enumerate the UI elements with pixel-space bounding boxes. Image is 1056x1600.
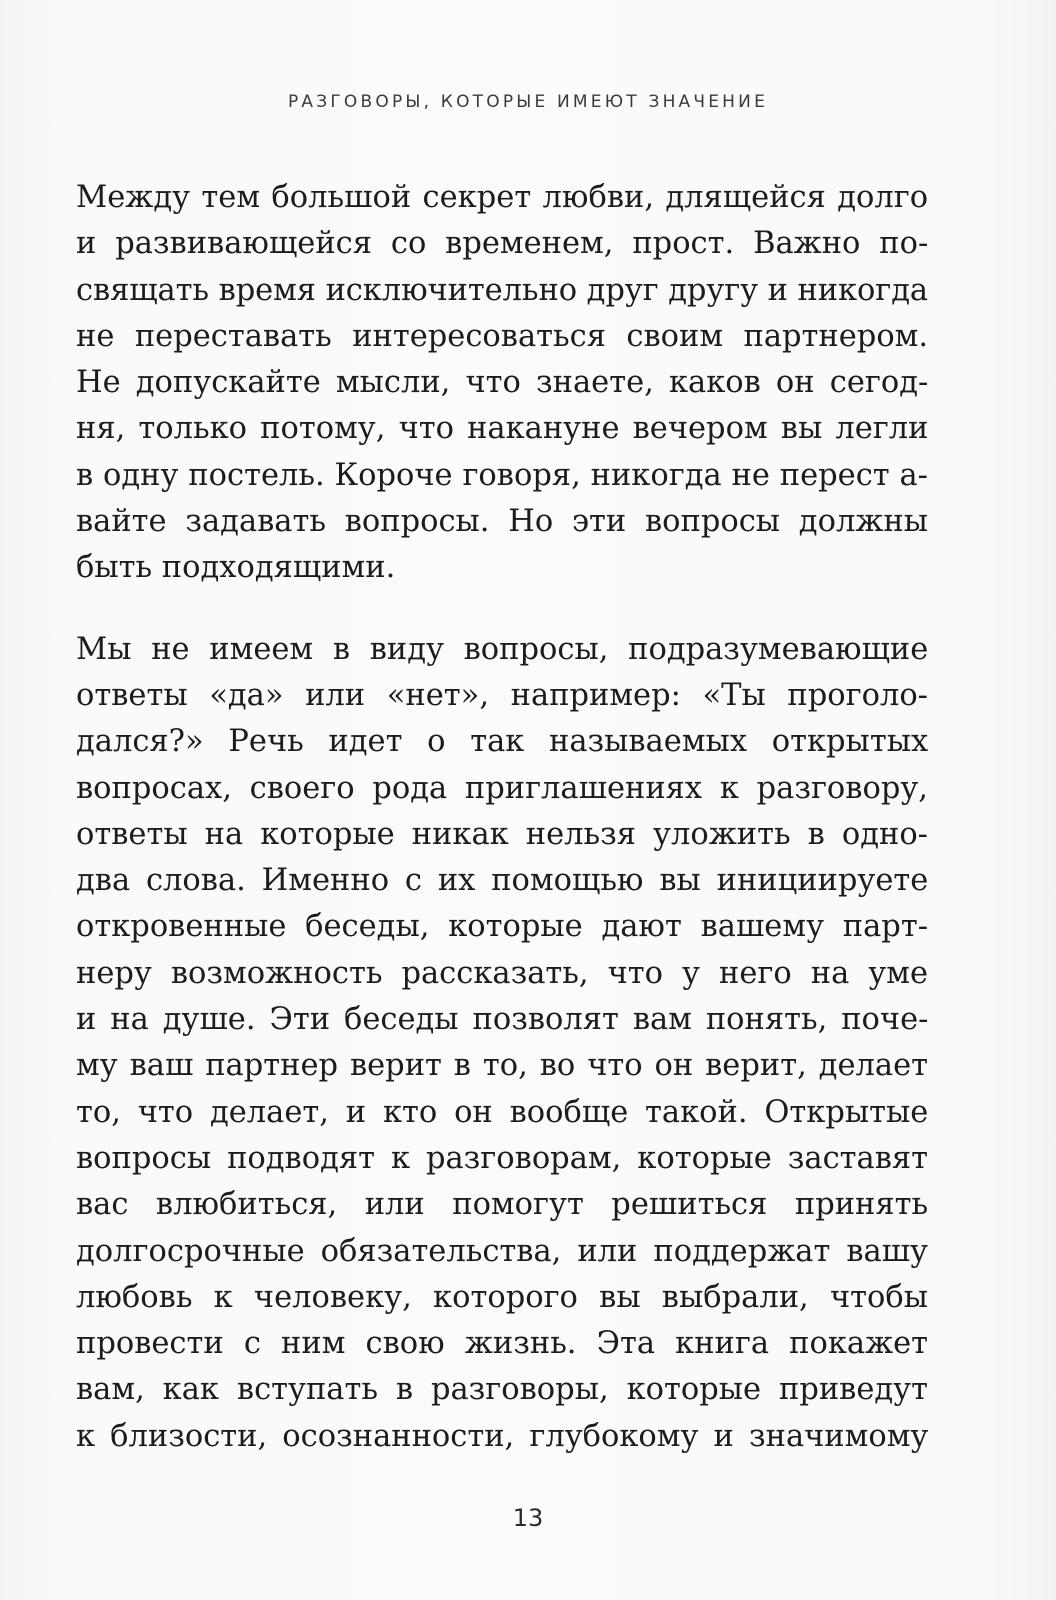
text-line: любовь к человеку, которого вы выбрали, чтобы [76, 1279, 928, 1315]
paragraph-2 [76, 627, 928, 1460]
text-line: ответы «да» или «нет», например: «Ты проголо- [76, 677, 928, 713]
text-line: к близости, осознанности, глубокому и значимому [76, 1418, 928, 1454]
paragraph-gap [76, 592, 928, 627]
text-line: и на душе. Эти беседы позволят вам понять, поче- [76, 1002, 928, 1038]
text-line: то, что делает, и кто он вообще такой. Открытые [76, 1094, 928, 1130]
text-line: и развивающейся со временем, прост. Важно по- [76, 226, 928, 262]
text-line: в одну постель. Короче говоря, никогда не перест а- [76, 457, 928, 493]
text-line: два слова. Именно с их помощью вы инициируете [76, 863, 928, 899]
text-line: Мы не имеем в виду вопросы, подразумевающие [76, 631, 928, 667]
running-header: РАЗГОВОРЫ, КОТОРЫЕ ИМЕЮТ ЗНАЧЕНИЕ [287, 92, 769, 112]
text-line: вас влюбиться, или помогут решиться принять [76, 1187, 928, 1223]
text-line: вайте задавать вопросы. Но эти вопросы должны [76, 504, 928, 540]
page-number: 13 [512, 1504, 544, 1532]
text-line: откровенные беседы, которые дают вашему парт- [76, 909, 928, 945]
text-line: дался?» Речь идет о так называемых открытых [76, 724, 928, 760]
text-line: свящать время исключительно друг другу и никогда [76, 272, 928, 308]
text-line: ответы на которые никак нельзя уложить в одно- [76, 816, 928, 852]
text-line: му ваш партнер верит в то, во что он верит, делает [76, 1048, 928, 1084]
text-line: вопросы подводят к разговорам, которые заставят [76, 1140, 928, 1176]
paragraph-1 [76, 175, 928, 592]
text-line: быть подходящими. [76, 550, 396, 586]
text-line: ня, только потому, что накануне вечером вы легли [76, 411, 928, 447]
body-text [76, 175, 928, 1460]
text-line: неру возможность рассказать, что у него на уме [76, 955, 928, 991]
text-line: Не допускайте мысли, что знаете, каков он сегод- [76, 365, 928, 401]
text-line: Между тем большой секрет любви, длящейся долго [76, 180, 928, 215]
text-line: не переставать интересоваться своим партнером. [76, 318, 928, 354]
text-line: провести с ним свою жизнь. Эта книга покажет [76, 1326, 928, 1362]
text-line: вам, как вступать в разговоры, которые приведут [76, 1372, 928, 1408]
text-line: долгосрочные обязательства, или поддержат вашу [76, 1233, 928, 1269]
text-line: вопросах, своего рода приглашениях к разговору, [76, 770, 928, 806]
